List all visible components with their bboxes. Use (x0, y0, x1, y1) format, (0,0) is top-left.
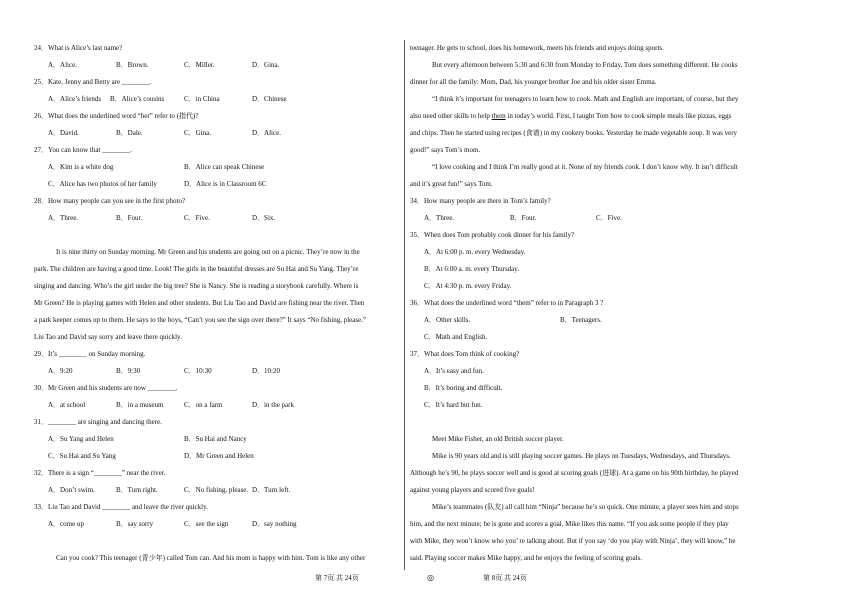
question-34: 34．How many people are there in Tom’s family? (410, 197, 551, 205)
center-mark-icon: ◎ (427, 573, 434, 582)
passage-line: a park keeper comes up to them. He says to the boys, “Can’t you see the sign over there?” It says “No fishing, please.” (34, 316, 367, 324)
question-28: 28．How many people can you see in the first photo? (34, 197, 186, 205)
question-35: 35．When does Tom probably cook dinner for his family? (410, 231, 575, 239)
option: A．Don’t swim. (48, 486, 95, 494)
passage-line: Can you cook? This teenager (青少年) called Tom can. And his mom is happy with him. Tom is like any other (56, 554, 366, 562)
option: D．say nothing (252, 520, 297, 528)
option: B．Alice’s cousins (110, 95, 165, 103)
option: A．Su Yang and Helen (48, 435, 114, 443)
passage-line: It is nine thirty on Sunday morning. Mr Green and his students are going out on a picnic. They’re now in the (56, 248, 360, 256)
passage-line: against young players and scored five goals! (410, 486, 535, 494)
option: D．10:20 (252, 367, 280, 375)
option: C．see the sign (184, 520, 229, 528)
passage-line: good!” says Tom’s mom. (410, 146, 481, 154)
option: B．Four. (116, 214, 143, 222)
text-segment: also need other skills to help (410, 112, 492, 120)
option: D．Mr Green and Helen (184, 452, 254, 460)
passage-line: Although he’s 90, he plays soccer well and is good at scoring goals (进球). At a game on his 90th birthday, he played (410, 469, 739, 477)
options-26 (34, 125, 400, 142)
option: B．Four. (510, 214, 537, 222)
option: C．It’s hard but fun. (424, 401, 483, 409)
option: D．Gina. (252, 61, 280, 69)
passage-line: and it’s great fun!” says Tom. (410, 180, 493, 188)
passage-line: But every afternoon between 5:30 and 6:30 from Monday to Friday, Tom does something different. He cooks (432, 61, 738, 69)
question-36: 36．What does the underlined word “them” refer to in Paragraph 3 ? (410, 299, 604, 307)
option: C．Gina. (184, 129, 212, 137)
options-27 (34, 159, 400, 176)
question-26: 26．What does the underlined word “her” refer to (指代)? (34, 112, 199, 120)
question-31: 31．________ are singing and dancing there. (34, 418, 162, 426)
option: B．Dale. (116, 129, 143, 137)
options-24 (34, 57, 400, 74)
passage-line: said. Playing soccer makes Mike happy, and he enjoys the feeling of scoring goals. (410, 554, 643, 562)
option: C．No fishing, please. (184, 486, 249, 494)
option: B．Teenagers. (560, 316, 602, 324)
passage-line: Mike’s teammates (队友) all call him “Ninja” because he’s so quick. One minute, a player sees him and stops (432, 503, 739, 511)
option: B．9:30 (116, 367, 141, 375)
passage-line: and chips. Then he started using recipes (食谱) in my cookery books. Yesterday he made vegetable soup. It was very (410, 129, 738, 137)
page-number-right: 第 8页 共 24页 (483, 574, 527, 582)
option: A．come up (48, 520, 84, 528)
option: A．Other skills. (424, 316, 471, 324)
passage-line: “I love cooking and I think I’m really good at it. None of my friends cook. I don’t know why. It isn’t difficult (432, 163, 738, 171)
option: C．Miller. (184, 61, 215, 69)
option: C．Math and English. (424, 333, 488, 341)
option: C．on a farm (184, 401, 223, 409)
left-column (34, 40, 400, 567)
passage-line: Mr Green? He is playing games with Helen and other students. But Liu Tao and David are fishing near the river. Then (34, 299, 365, 307)
page-number-left: 第 7页 共 24页 (315, 574, 359, 582)
options-25 (34, 91, 400, 108)
text-segment: in today’s world. First, I taught Tom how to cook simple meals like pizzas, eggs (505, 112, 732, 120)
option: A．Three. (48, 214, 79, 222)
underlined-word: them (491, 112, 506, 120)
question-30: 30．Mr Green and his students are now ________. (34, 384, 178, 392)
options-31b (34, 448, 400, 465)
option: C．in China (184, 95, 220, 103)
option: C．Su Hai and Su Yang (48, 452, 116, 460)
question-37: 37．What does Tom think of cooking? (410, 350, 520, 358)
passage-line (410, 108, 772, 125)
options-31 (34, 431, 400, 448)
passage-line: “I think it’s important for teenagers to learn how to cook. Math and English are important, of course, but they (432, 95, 739, 103)
question-25: 25．Kate, Jenny and Betty are ________. (34, 78, 152, 86)
option: C．Five. (184, 214, 210, 222)
passage-line: dinner for all the family: Mom, Dad, his younger brother Joe and his older sister Emma. (410, 78, 657, 86)
option: A．Alice. (48, 61, 77, 69)
options-32 (34, 482, 400, 499)
options-33 (34, 516, 400, 533)
option: C．At 4:30 p. m. every Friday. (424, 282, 512, 290)
question-29: 29．It’s ________ on Sunday morning. (34, 350, 146, 358)
option: C．Five. (596, 214, 622, 222)
question-32: 32．There is a sign “________” near the river. (34, 469, 166, 477)
passage-line: him, and the next minute; he is gone and scores a goal. Mike likes this name. “If you ask some people if they play (410, 520, 729, 528)
option: C．10:30 (184, 367, 212, 375)
passage-line: Meet Mike Fisher, an old British soccer player. (432, 435, 564, 443)
right-column (410, 40, 772, 567)
option: A．Kim is a white dog (48, 163, 114, 171)
option: B．Brown. (116, 61, 149, 69)
option: A．It’s easy and fun. (424, 367, 484, 375)
question-24: 24．What is Alice’s last name? (34, 44, 123, 52)
option: B．Turn right. (116, 486, 158, 494)
option: D．Six. (252, 214, 276, 222)
options-34 (410, 210, 772, 227)
option: D．Alice is in Classroom 6C (184, 180, 267, 188)
passage-line: teenager. He gets to school, does his homework, meets his friends and enjoys doing sports. (410, 44, 664, 52)
option: D．Chinese (252, 95, 287, 103)
passage-line: singing and dancing. Who’s the girl under the big tree? She is Nancy. She is reading a storybook carefully. Where is (34, 282, 359, 290)
option: B．Su Hai and Nancy (184, 435, 247, 443)
option: B．say sorry (116, 520, 154, 528)
option: A．Alice’s friends (48, 95, 102, 103)
option: D．in the park (252, 401, 294, 409)
options-30 (34, 397, 400, 414)
options-36 (410, 312, 772, 329)
option: A．9:20 (48, 367, 73, 375)
options-28 (34, 210, 400, 227)
option: B．It’s boring and difficult. (424, 384, 503, 392)
option: A．Three. (424, 214, 455, 222)
question-33: 33．Liu Tao and David ________ and leave the river quickly. (34, 503, 208, 511)
passage-line: with Mike, they won’t know who you’ re talking about. But if you say ‘do you play with Ninja’, they will know,” he (410, 537, 736, 545)
option: B．in a museum (116, 401, 164, 409)
option: B．Alice can speak Chinese (184, 163, 265, 171)
option: B．At 6:00 a. m. every Thursday. (424, 265, 520, 273)
option: D．Turn left. (252, 486, 291, 494)
passage-line: Mike is 90 years old and is still playing soccer games. He plays on Tuesdays, Wednesdays, and Thursdays. (432, 452, 731, 460)
option: D．Alice. (252, 129, 281, 137)
option: A．At 6:00 p. m. every Wednesday. (424, 248, 526, 256)
passage-line: Liu Tao and David say sorry and leave there quickly. (34, 333, 182, 341)
column-divider (404, 40, 405, 570)
passage-line: park. The children are having a good time. Look! The girls in the beautiful dresses are Su Hai and Su Yang. They’re (34, 265, 359, 273)
question-27: 27．You can know that ________. (34, 146, 132, 154)
option: C．Alice has two photos of her family (48, 180, 157, 188)
options-29 (34, 363, 400, 380)
option: A．David. (48, 129, 79, 137)
option: A．at school (48, 401, 86, 409)
options-27b (34, 176, 400, 193)
